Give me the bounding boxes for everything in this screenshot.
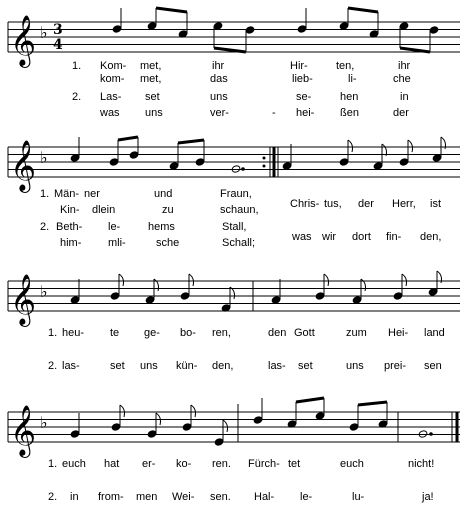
- lyric: ten,: [336, 60, 355, 72]
- staff-1: [8, 22, 460, 52]
- lyric: ren,: [212, 327, 231, 339]
- lyric: him-: [60, 237, 82, 249]
- lyric: Fürch-: [248, 458, 280, 470]
- lyric: ßen: [340, 107, 359, 119]
- notes-system-3: [70, 271, 441, 312]
- lyric: wir: [322, 231, 337, 243]
- lyric: ner: [84, 188, 100, 200]
- svg-text:𝄞: 𝄞: [10, 274, 37, 325]
- lyric: men: [136, 491, 158, 503]
- lyric: prei-: [384, 360, 407, 372]
- svg-text:𝄞: 𝄞: [10, 405, 37, 456]
- lyric: den,: [212, 360, 234, 372]
- lyric: und: [154, 188, 173, 200]
- lyric: sche: [156, 237, 180, 249]
- lyric: las-: [268, 360, 286, 372]
- lyric: uns: [140, 360, 158, 372]
- lyric: schaun,: [220, 204, 259, 216]
- lyric: uns: [145, 107, 163, 119]
- lyric: hems: [148, 221, 175, 233]
- lyric: te: [110, 327, 120, 339]
- lyric: ihr: [212, 60, 225, 72]
- lyric: set: [145, 91, 160, 103]
- lyric: ver-: [210, 107, 229, 119]
- svg-text:♭: ♭: [40, 23, 48, 42]
- notes-system-4: [70, 398, 432, 446]
- lyric: hat: [104, 458, 120, 470]
- time-signature: [53, 22, 63, 53]
- lyric: Fraun,: [220, 188, 252, 200]
- lyric: che: [393, 73, 411, 85]
- lyric: nicht!: [408, 458, 435, 470]
- lyric: 1.: [48, 327, 58, 339]
- lyric: 2.: [40, 221, 50, 233]
- lyric: met,: [140, 73, 162, 85]
- lyric: ihr: [398, 60, 411, 72]
- lyric: der: [358, 198, 374, 210]
- lyric: fin-: [386, 231, 402, 243]
- svg-text:♭: ♭: [40, 148, 48, 167]
- lyric: Stall,: [222, 221, 247, 233]
- lyric: 2.: [48, 491, 58, 503]
- lyric: li-: [348, 73, 357, 85]
- lyric: zum: [346, 327, 367, 339]
- lyric: Hir-: [290, 60, 308, 72]
- lyric: Män-: [54, 188, 80, 200]
- lyric: kom-: [100, 73, 125, 85]
- svg-text:𝄞: 𝄞: [10, 15, 37, 66]
- lyric: Kin-: [60, 204, 80, 216]
- lyric: Kom-: [100, 60, 127, 72]
- lyric: sen: [424, 360, 442, 372]
- lyric: was: [100, 107, 120, 119]
- lyric: den: [268, 327, 287, 339]
- lyric: Hei-: [388, 327, 409, 339]
- lyric: tus,: [324, 198, 342, 210]
- lyric: lieb-: [292, 73, 313, 85]
- lyric: 2.: [72, 91, 82, 103]
- lyric: kün-: [176, 360, 198, 372]
- lyric: der: [393, 107, 409, 119]
- lyric: le-: [300, 491, 313, 503]
- lyric: zu: [162, 204, 174, 216]
- notes-system-2: [70, 137, 445, 173]
- lyric: Herr,: [392, 198, 416, 210]
- lyric: land: [424, 327, 445, 339]
- lyric: las-: [62, 360, 80, 372]
- lyric: heu-: [62, 327, 85, 339]
- lyric: dort: [352, 231, 371, 243]
- lyric: in: [70, 491, 79, 503]
- lyric: uns: [210, 91, 228, 103]
- lyric: mli-: [108, 237, 126, 249]
- lyric: was: [292, 231, 312, 243]
- lyric: das: [210, 73, 228, 85]
- staff-4: [8, 412, 460, 442]
- lyric: tet: [288, 458, 301, 470]
- lyric: met,: [140, 60, 162, 72]
- lyric: ko-: [176, 458, 192, 470]
- lyric: in: [400, 91, 409, 103]
- lyric: er-: [142, 458, 156, 470]
- svg-text:♭: ♭: [40, 282, 48, 301]
- svg-text:♭: ♭: [40, 413, 48, 432]
- lyric: Hal-: [254, 491, 275, 503]
- lyric: from-: [98, 491, 124, 503]
- lyric: 1.: [48, 458, 58, 470]
- treble-clef-icon: [10, 15, 36, 458]
- lyric: Wei-: [172, 491, 195, 503]
- lyric: set: [110, 360, 125, 372]
- lyric: set: [298, 360, 313, 372]
- lyric: lu-: [352, 491, 365, 503]
- lyric: Beth-: [56, 221, 83, 233]
- lyric: sen.: [210, 491, 231, 503]
- lyric: ja!: [422, 491, 434, 503]
- lyric: Chris-: [290, 198, 320, 210]
- svg-text:𝄞: 𝄞: [10, 140, 37, 191]
- lyric: euch: [62, 458, 86, 470]
- lyric: -: [272, 107, 276, 119]
- lyric: Schall;: [222, 237, 256, 249]
- lyric: Gott: [294, 327, 315, 339]
- lyric: le-: [108, 221, 121, 233]
- lyric: se-: [296, 91, 312, 103]
- svg-text:3: 3: [53, 22, 63, 38]
- lyric: den,: [420, 231, 442, 243]
- lyric: 2.: [48, 360, 58, 372]
- lyric: 1.: [40, 188, 50, 200]
- lyric: ge-: [144, 327, 160, 339]
- lyric: bo-: [180, 327, 196, 339]
- lyric: euch: [340, 458, 364, 470]
- lyric: 1.: [72, 60, 82, 72]
- lyric: uns: [346, 360, 364, 372]
- lyric: ren.: [212, 458, 231, 470]
- lyric: hei-: [296, 107, 315, 119]
- svg-text:4: 4: [53, 37, 63, 53]
- lyric: Las-: [100, 91, 122, 103]
- lyric: dlein: [92, 204, 116, 216]
- lyric: hen: [340, 91, 359, 103]
- lyric: ist: [430, 198, 441, 210]
